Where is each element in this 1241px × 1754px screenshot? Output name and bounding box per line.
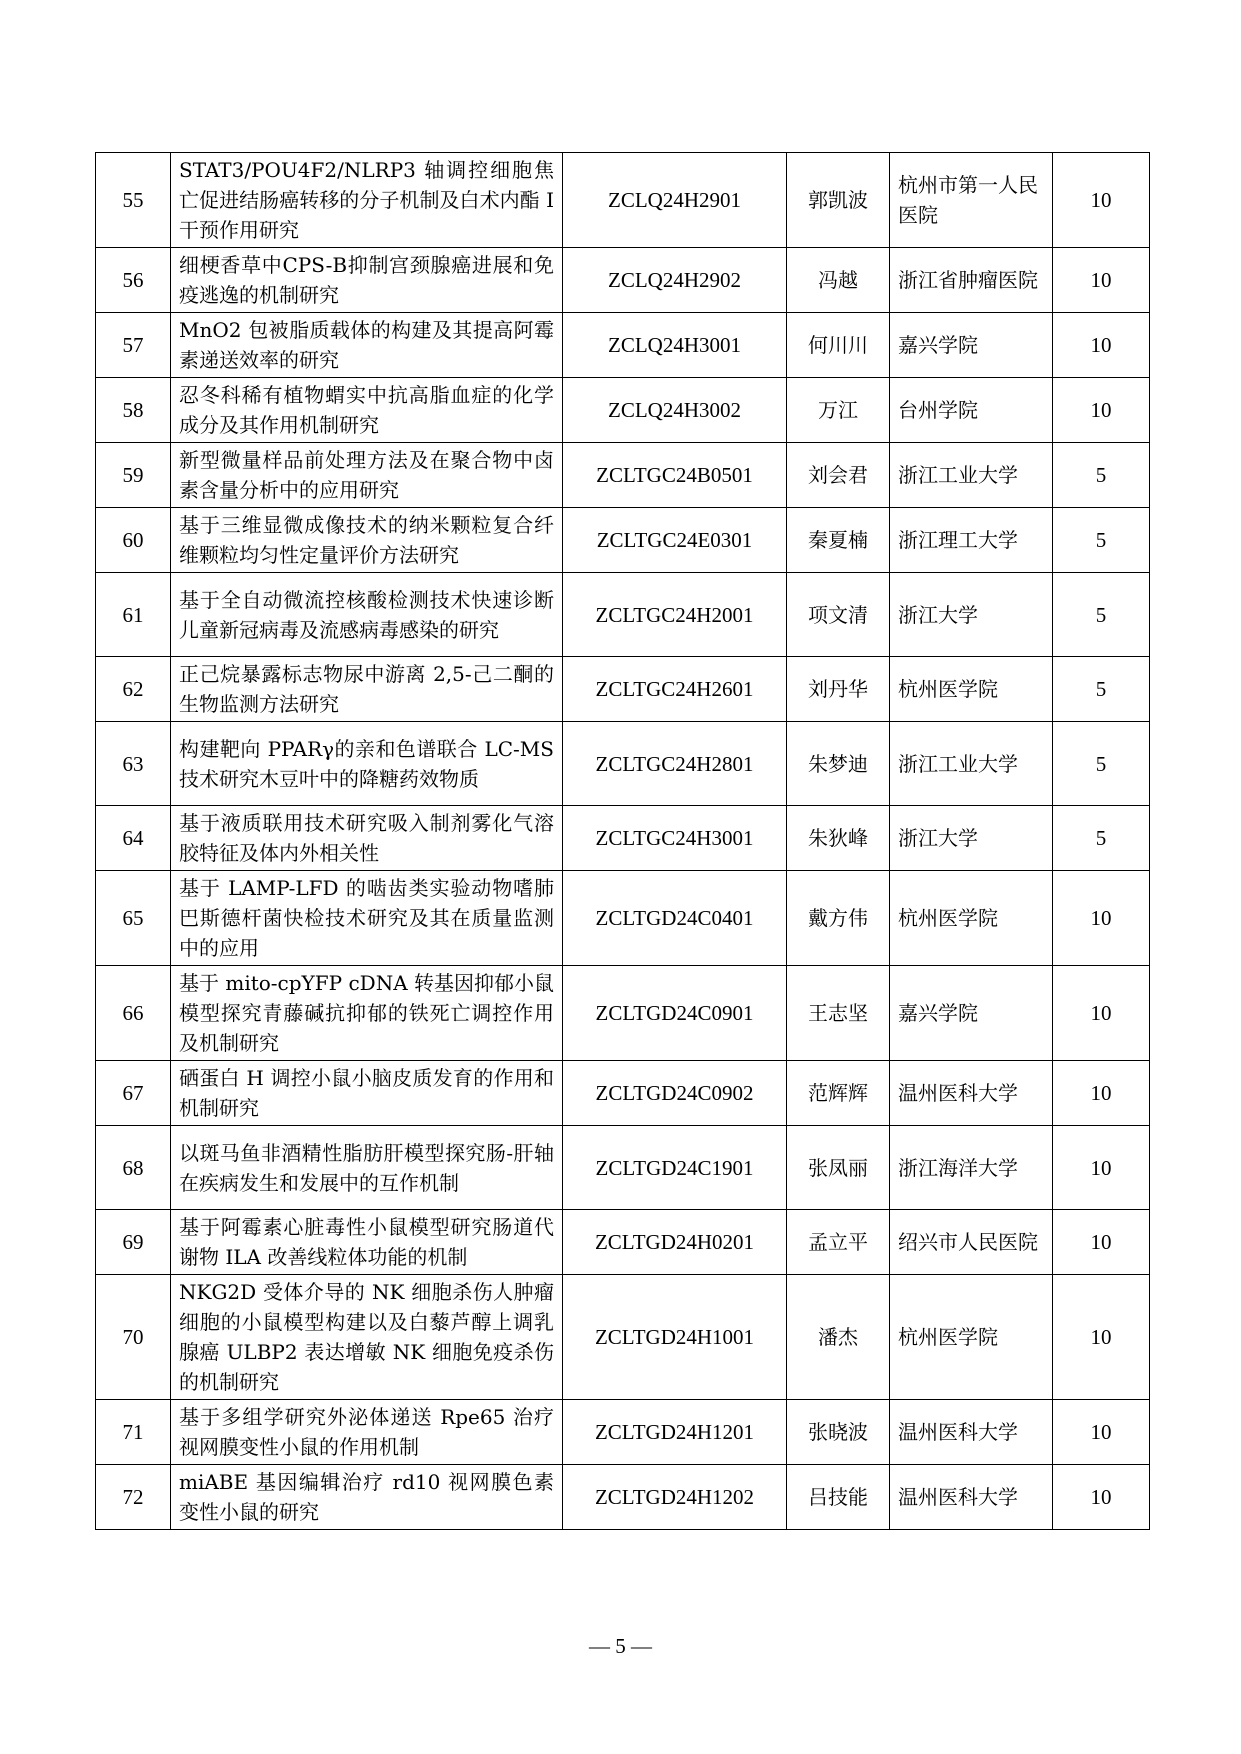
funding-amount: 10 bbox=[1053, 248, 1150, 313]
project-code: ZCLTGC24H2601 bbox=[563, 657, 787, 722]
table-row bbox=[96, 378, 1150, 443]
table-body bbox=[96, 153, 1150, 1530]
organization: 杭州市第一人民医院 bbox=[890, 153, 1053, 248]
project-title: 基于全自动微流控核酸检测技术快速诊断儿童新冠病毒及流感病毒感染的研究 bbox=[171, 573, 563, 657]
project-code: ZCLQ24H2901 bbox=[563, 153, 787, 248]
organization: 杭州医学院 bbox=[890, 657, 1053, 722]
project-code: ZCLTGC24H2001 bbox=[563, 573, 787, 657]
project-title: 基于多组学研究外泌体递送 Rpe65 治疗视网膜变性小鼠的作用机制 bbox=[171, 1400, 563, 1465]
funding-amount: 5 bbox=[1053, 657, 1150, 722]
table-row bbox=[96, 313, 1150, 378]
project-code: ZCLTGD24H1001 bbox=[563, 1275, 787, 1400]
project-leader: 项文清 bbox=[787, 573, 890, 657]
row-number: 62 bbox=[96, 657, 171, 722]
project-code: ZCLTGD24C0902 bbox=[563, 1061, 787, 1126]
table-row bbox=[96, 657, 1150, 722]
funding-amount: 10 bbox=[1053, 1465, 1150, 1530]
organization: 温州医科大学 bbox=[890, 1465, 1053, 1530]
funding-amount: 10 bbox=[1053, 378, 1150, 443]
row-number: 66 bbox=[96, 966, 171, 1061]
project-code: ZCLTGC24E0301 bbox=[563, 508, 787, 573]
project-leader: 刘会君 bbox=[787, 443, 890, 508]
project-title: 基于阿霉素心脏毒性小鼠模型研究肠道代谢物 ILA 改善线粒体功能的机制 bbox=[171, 1210, 563, 1275]
organization: 浙江大学 bbox=[890, 806, 1053, 871]
row-number: 71 bbox=[96, 1400, 171, 1465]
project-leader: 郭凯波 bbox=[787, 153, 890, 248]
project-title: 基于 LAMP-LFD 的啮齿类实验动物嗜肺巴斯德杆菌快检技术研究及其在质量监测中的应用 bbox=[171, 871, 563, 966]
project-code: ZCLQ24H2902 bbox=[563, 248, 787, 313]
project-leader: 秦夏楠 bbox=[787, 508, 890, 573]
funding-amount: 10 bbox=[1053, 1275, 1150, 1400]
project-title: 硒蛋白 H 调控小鼠小脑皮质发育的作用和机制研究 bbox=[171, 1061, 563, 1126]
project-leader: 刘丹华 bbox=[787, 657, 890, 722]
row-number: 70 bbox=[96, 1275, 171, 1400]
row-number: 68 bbox=[96, 1126, 171, 1210]
funding-amount: 5 bbox=[1053, 443, 1150, 508]
organization: 浙江工业大学 bbox=[890, 722, 1053, 806]
row-number: 72 bbox=[96, 1465, 171, 1530]
project-code: ZCLTGD24C0901 bbox=[563, 966, 787, 1061]
organization: 浙江工业大学 bbox=[890, 443, 1053, 508]
funding-amount: 10 bbox=[1053, 966, 1150, 1061]
row-number: 67 bbox=[96, 1061, 171, 1126]
funding-amount: 5 bbox=[1053, 722, 1150, 806]
row-number: 65 bbox=[96, 871, 171, 966]
table-row bbox=[96, 1210, 1150, 1275]
project-code: ZCLQ24H3001 bbox=[563, 313, 787, 378]
project-title: miABE 基因编辑治疗 rd10 视网膜色素变性小鼠的研究 bbox=[171, 1465, 563, 1530]
project-leader: 朱狄峰 bbox=[787, 806, 890, 871]
table-row bbox=[96, 508, 1150, 573]
project-leader: 王志坚 bbox=[787, 966, 890, 1061]
row-number: 57 bbox=[96, 313, 171, 378]
table-row bbox=[96, 966, 1150, 1061]
project-title: STAT3/POU4F2/NLRP3 轴调控细胞焦亡促进结肠癌转移的分子机制及白术内酯 I 干预作用研究 bbox=[171, 153, 563, 248]
table-row bbox=[96, 443, 1150, 508]
table-row bbox=[96, 1061, 1150, 1126]
row-number: 56 bbox=[96, 248, 171, 313]
project-code: ZCLTGD24C1901 bbox=[563, 1126, 787, 1210]
project-code: ZCLTGC24B0501 bbox=[563, 443, 787, 508]
project-code: ZCLTGD24C0401 bbox=[563, 871, 787, 966]
project-code: ZCLTGC24H3001 bbox=[563, 806, 787, 871]
project-title: 忍冬科稀有植物蝟实中抗高脂血症的化学成分及其作用机制研究 bbox=[171, 378, 563, 443]
project-leader: 戴方伟 bbox=[787, 871, 890, 966]
project-code: ZCLTGD24H1201 bbox=[563, 1400, 787, 1465]
table-row bbox=[96, 248, 1150, 313]
project-title: 新型微量样品前处理方法及在聚合物中卤素含量分析中的应用研究 bbox=[171, 443, 563, 508]
row-number: 69 bbox=[96, 1210, 171, 1275]
organization: 杭州医学院 bbox=[890, 1275, 1053, 1400]
project-title: MnO2 包被脂质载体的构建及其提高阿霉素递送效率的研究 bbox=[171, 313, 563, 378]
funding-amount: 10 bbox=[1053, 1210, 1150, 1275]
funding-amount: 5 bbox=[1053, 508, 1150, 573]
organization: 台州学院 bbox=[890, 378, 1053, 443]
funding-amount: 10 bbox=[1053, 313, 1150, 378]
project-code: ZCLTGD24H1202 bbox=[563, 1465, 787, 1530]
organization: 嘉兴学院 bbox=[890, 313, 1053, 378]
project-leader: 孟立平 bbox=[787, 1210, 890, 1275]
project-code: ZCLTGC24H2801 bbox=[563, 722, 787, 806]
project-leader: 潘杰 bbox=[787, 1275, 890, 1400]
table-row bbox=[96, 871, 1150, 966]
funding-amount: 5 bbox=[1053, 806, 1150, 871]
project-title: NKG2D 受体介导的 NK 细胞杀伤人肿瘤细胞的小鼠模型构建以及白藜芦醇上调乳腺癌 ULBP2 表达增敏 NK 细胞免疫杀伤的机制研究 bbox=[171, 1275, 563, 1400]
row-number: 55 bbox=[96, 153, 171, 248]
project-leader: 范辉辉 bbox=[787, 1061, 890, 1126]
organization: 绍兴市人民医院 bbox=[890, 1210, 1053, 1275]
row-number: 64 bbox=[96, 806, 171, 871]
project-table bbox=[95, 152, 1150, 1530]
funding-amount: 10 bbox=[1053, 871, 1150, 966]
project-leader: 张晓波 bbox=[787, 1400, 890, 1465]
project-title: 细梗香草中CPS-B抑制宫颈腺癌进展和免疫逃逸的机制研究 bbox=[171, 248, 563, 313]
project-code: ZCLTGD24H0201 bbox=[563, 1210, 787, 1275]
row-number: 61 bbox=[96, 573, 171, 657]
project-leader: 冯越 bbox=[787, 248, 890, 313]
table-row bbox=[96, 806, 1150, 871]
row-number: 58 bbox=[96, 378, 171, 443]
table-row bbox=[96, 1465, 1150, 1530]
project-title: 基于液质联用技术研究吸入制剂雾化气溶胶特征及体内外相关性 bbox=[171, 806, 563, 871]
table-row bbox=[96, 1275, 1150, 1400]
funding-amount: 10 bbox=[1053, 1061, 1150, 1126]
organization: 嘉兴学院 bbox=[890, 966, 1053, 1061]
project-leader: 万江 bbox=[787, 378, 890, 443]
organization: 浙江海洋大学 bbox=[890, 1126, 1053, 1210]
project-leader: 吕技能 bbox=[787, 1465, 890, 1530]
table-row bbox=[96, 153, 1150, 248]
project-leader: 张凤丽 bbox=[787, 1126, 890, 1210]
funding-amount: 5 bbox=[1053, 573, 1150, 657]
table-row bbox=[96, 573, 1150, 657]
row-number: 59 bbox=[96, 443, 171, 508]
organization: 杭州医学院 bbox=[890, 871, 1053, 966]
funding-amount: 10 bbox=[1053, 1126, 1150, 1210]
table-row bbox=[96, 1400, 1150, 1465]
organization: 浙江理工大学 bbox=[890, 508, 1053, 573]
project-leader: 何川川 bbox=[787, 313, 890, 378]
organization: 浙江省肿瘤医院 bbox=[890, 248, 1053, 313]
project-title: 构建靶向 PPARγ的亲和色谱联合 LC-MS 技术研究木豆叶中的降糖药效物质 bbox=[171, 722, 563, 806]
table-row bbox=[96, 1126, 1150, 1210]
funding-amount: 10 bbox=[1053, 1400, 1150, 1465]
funding-amount: 10 bbox=[1053, 153, 1150, 248]
project-title: 正己烷暴露标志物尿中游离 2,5-己二酮的生物监测方法研究 bbox=[171, 657, 563, 722]
project-code: ZCLQ24H3002 bbox=[563, 378, 787, 443]
organization: 浙江大学 bbox=[890, 573, 1053, 657]
project-title: 基于三维显微成像技术的纳米颗粒复合纤维颗粒均匀性定量评价方法研究 bbox=[171, 508, 563, 573]
project-leader: 朱梦迪 bbox=[787, 722, 890, 806]
project-title: 以斑马鱼非酒精性脂肪肝模型探究肠-肝轴在疾病发生和发展中的互作机制 bbox=[171, 1126, 563, 1210]
row-number: 60 bbox=[96, 508, 171, 573]
table-row bbox=[96, 722, 1150, 806]
page-number: — 5 — bbox=[589, 1634, 652, 1658]
row-number: 63 bbox=[96, 722, 171, 806]
organization: 温州医科大学 bbox=[890, 1400, 1053, 1465]
project-title: 基于 mito-cpYFP cDNA 转基因抑郁小鼠模型探究青藤碱抗抑郁的铁死亡调控作用及机制研究 bbox=[171, 966, 563, 1061]
organization: 温州医科大学 bbox=[890, 1061, 1053, 1126]
